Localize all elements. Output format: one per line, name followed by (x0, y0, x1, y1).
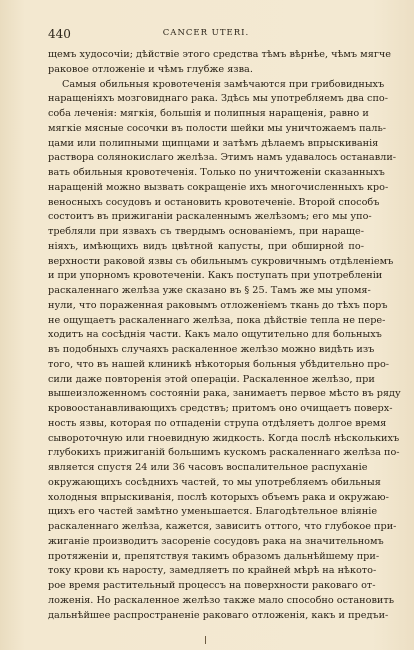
text-line: окружающихъ сосѣднихъ частей, то мы употребляемъ обильныя (48, 476, 381, 488)
text-line: раствора солянокислаго желѣза. Этимъ намъ удавалось останавли- (48, 152, 397, 164)
text-line: раскаленнаго желѣза уже сказано въ § 25. Тамъ же мы упомя- (48, 285, 371, 296)
running-head: CANCER UTERI. (162, 28, 250, 38)
text-line: соба леченія: мягкія, большія и полипныя наращенія, равно и (48, 108, 369, 119)
text-line: рое время растительный процессъ на поверхности раковаго от- (48, 580, 376, 591)
text-line: ходитъ на сосѣднія части. Какъ мало ощутительно для больныхъ (48, 329, 382, 341)
text-line: требляли при язвахъ съ твердымъ основаніемъ, при нараще- (48, 226, 364, 237)
body-text (48, 48, 401, 623)
text-line: кровоостанавливающихъ средствъ; притомъ оно очищаетъ поверх- (48, 403, 393, 414)
text-line: и при упорномъ кровотеченіи. Какъ поступать при употребленіи (48, 270, 383, 282)
text-line: цами или полипными щипцами и затѣмъ дѣлаемъ впрыскиванія (48, 137, 379, 149)
text-line: дальнѣйшее распространеніе раковаго отложенія, какъ и предъи- (48, 609, 389, 621)
text-line: ніяхъ, имѣющихъ видъ цвѣтной капусты, при обширной по- (48, 240, 364, 252)
text-line: является спустя 24 или 36 часовъ воспалительное распуханіе (48, 462, 368, 473)
text-line: верхности раковой язвы съ обильнымъ сукровичнымъ отдѣленіемъ (48, 255, 394, 267)
text-line: раскаленнаго желѣза, кажется, зависитъ оттого, что глубокое при- (48, 521, 397, 532)
text-line: наращеній можно вызвать сокращеніе ихъ многочисленныхъ кро- (48, 181, 389, 193)
text-line: въ подобныхъ случаяхъ раскаленное желѣзо можно видѣть изъ (48, 344, 375, 355)
text-line: холодныя впрыскиванія, послѣ которыхъ объемъ рака и окружаю- (48, 491, 389, 503)
text-line: Самыя обильныя кровотеченія замѣчаются при грибовидныхъ (62, 78, 385, 90)
page-number: 440 (48, 27, 71, 41)
text-line: мягкіе мясные сосочки въ полости шейки мы уничтожаемъ паль- (48, 122, 386, 134)
text-line: жиганіе производитъ засореніе сосудовъ рака на значительномъ (48, 535, 384, 547)
text-line: наращеніяхъ мозговиднаго рака. Здѣсь мы употребляемъ два спо- (48, 93, 389, 105)
text-line: не ощущаетъ раскаленнаго желѣза, пока дѣйствіе тепла не пере- (48, 314, 386, 326)
text-line: того, что въ нашей клиникѣ нѣкоторыя больныя убѣдительно про- (48, 358, 390, 370)
text-line: глубокихъ прижиганій большимъ кускомъ раскаленнаго желѣза по- (48, 447, 400, 459)
text-line: ложенія. Но раскаленное желѣзо также мало способно остановить (48, 594, 395, 606)
text-line: сывороточную или гноевидную жидкость. Когда послѣ нѣсколькихъ (48, 432, 400, 444)
text-line: вышеизложенномъ состояніи рака, занимаетъ первое мѣсто въ ряду (48, 388, 401, 400)
text-line: сили даже повторенія этой операціи. Раскаленное желѣзо, при (48, 373, 375, 385)
text-line: веносныхъ сосудовъ и остановить кровотеченіе. Второй способъ (48, 196, 380, 208)
page-edge-mark (205, 636, 206, 644)
text-line: состоитъ въ прижиганіи раскаленнымъ желѣзомъ; его мы упо- (48, 211, 372, 223)
text-line: щихъ его частей замѣтно уменьшается. Благодѣтельное вліяніе (48, 506, 378, 518)
text-line: ность язвы, которая по отпаденіи струпа отдѣляетъ долгое время (48, 417, 387, 429)
page-header (48, 27, 364, 43)
text-line: вать обильныя кровотеченія. Только по уничтоженіи сказанныхъ (48, 167, 385, 178)
text-line: щемъ худосочіи; дѣйствіе этого средства тѣмъ вѣрнѣе, чѣмъ мягче (48, 49, 392, 60)
text-line: нули, что пораженная раковымъ отложеніемъ ткань до тѣхъ поръ (48, 299, 388, 311)
text-line: раковое отложеніе и чѣмъ глубже язва. (48, 63, 253, 75)
text-line: протяженіи и, препятствуя такимъ образомъ дальнѣйшему при- (48, 550, 380, 562)
text-line: току крови къ наросту, замедляетъ по крайней мѣрѣ на нѣкото- (48, 565, 377, 577)
